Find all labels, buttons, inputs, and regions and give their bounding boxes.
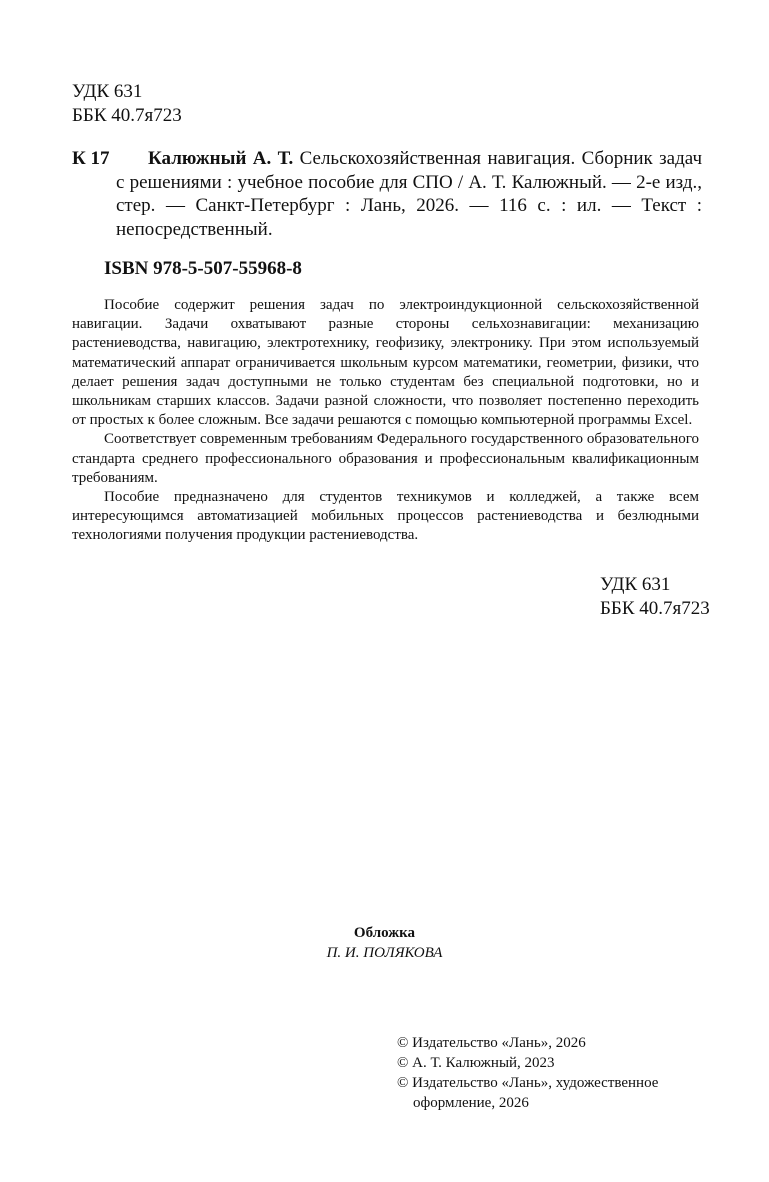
isbn: ISBN 978-5-507-55968-8	[104, 258, 302, 279]
classification-top	[72, 80, 182, 128]
copyright-block	[397, 1033, 707, 1113]
bbk-code: ББК 40.7я723	[72, 105, 182, 126]
cover-credit	[0, 923, 769, 963]
copyright-line: © Издательство «Лань», 2026	[397, 1035, 586, 1051]
udk-code: УДК 631	[72, 81, 143, 102]
cover-designer: П. И. ПОЛЯКОВА	[326, 945, 443, 961]
cover-label: Обложка	[353, 925, 416, 941]
abstract-paragraph: Пособие предназначено для студентов техникумов и колледжей, а также всем интересующимся автоматизацией мобильных процессов растениеводства и безлюдными технологиями получения продукции растениеводства.	[72, 489, 699, 544]
classification-bottom	[600, 573, 710, 621]
abstract-paragraph: Пособие содержит решения задач по электроиндукционной сельскохозяйственной навигации. Задачи охватывают разные стороны сельхознавигации: механизацию растениеводства, навигацию, электротехнику, геофизику, электронику. При этом используемый математический аппарат ограничивается школьным курсом математики, геометрии, физики, что делает решения задач доступными не только студентам без специальной подготовки, но и школьникам старших классов. Задачи разной сложности, что позволяет постепенно переходить от простых к более сложным. Все задачи решаются с помощью компьютерной программы Excel.	[72, 297, 699, 429]
copyright-line: © Издательство «Лань», художественное оформление, 2026	[397, 1075, 659, 1111]
udk-code: УДК 631	[600, 574, 671, 595]
bbk-code: ББК 40.7я723	[600, 598, 710, 619]
author-name: Калюжный А. Т.	[148, 148, 294, 169]
copyright-line: © А. Т. Калюжный, 2023	[397, 1055, 555, 1071]
abstract	[72, 296, 699, 546]
abstract-paragraph: Соответствует современным требованиям Федерального государственного образовательного стандарта среднего профессионального образования и профессиональным квалификационным требованиям.	[72, 431, 699, 486]
author-mark: К 17	[72, 148, 110, 169]
bibliographic-description	[116, 147, 702, 241]
description-text: Сельскохозяйственная навигация. Сборник задач с решениями : учебное пособие для СПО / А. Т. Калюжный. — 2-е изд., стер. — Санкт-Петербург : Лань, 2026. — 116 с. : ил. — Текст : непосредственный.	[116, 148, 703, 240]
catalog-entry	[72, 147, 702, 241]
